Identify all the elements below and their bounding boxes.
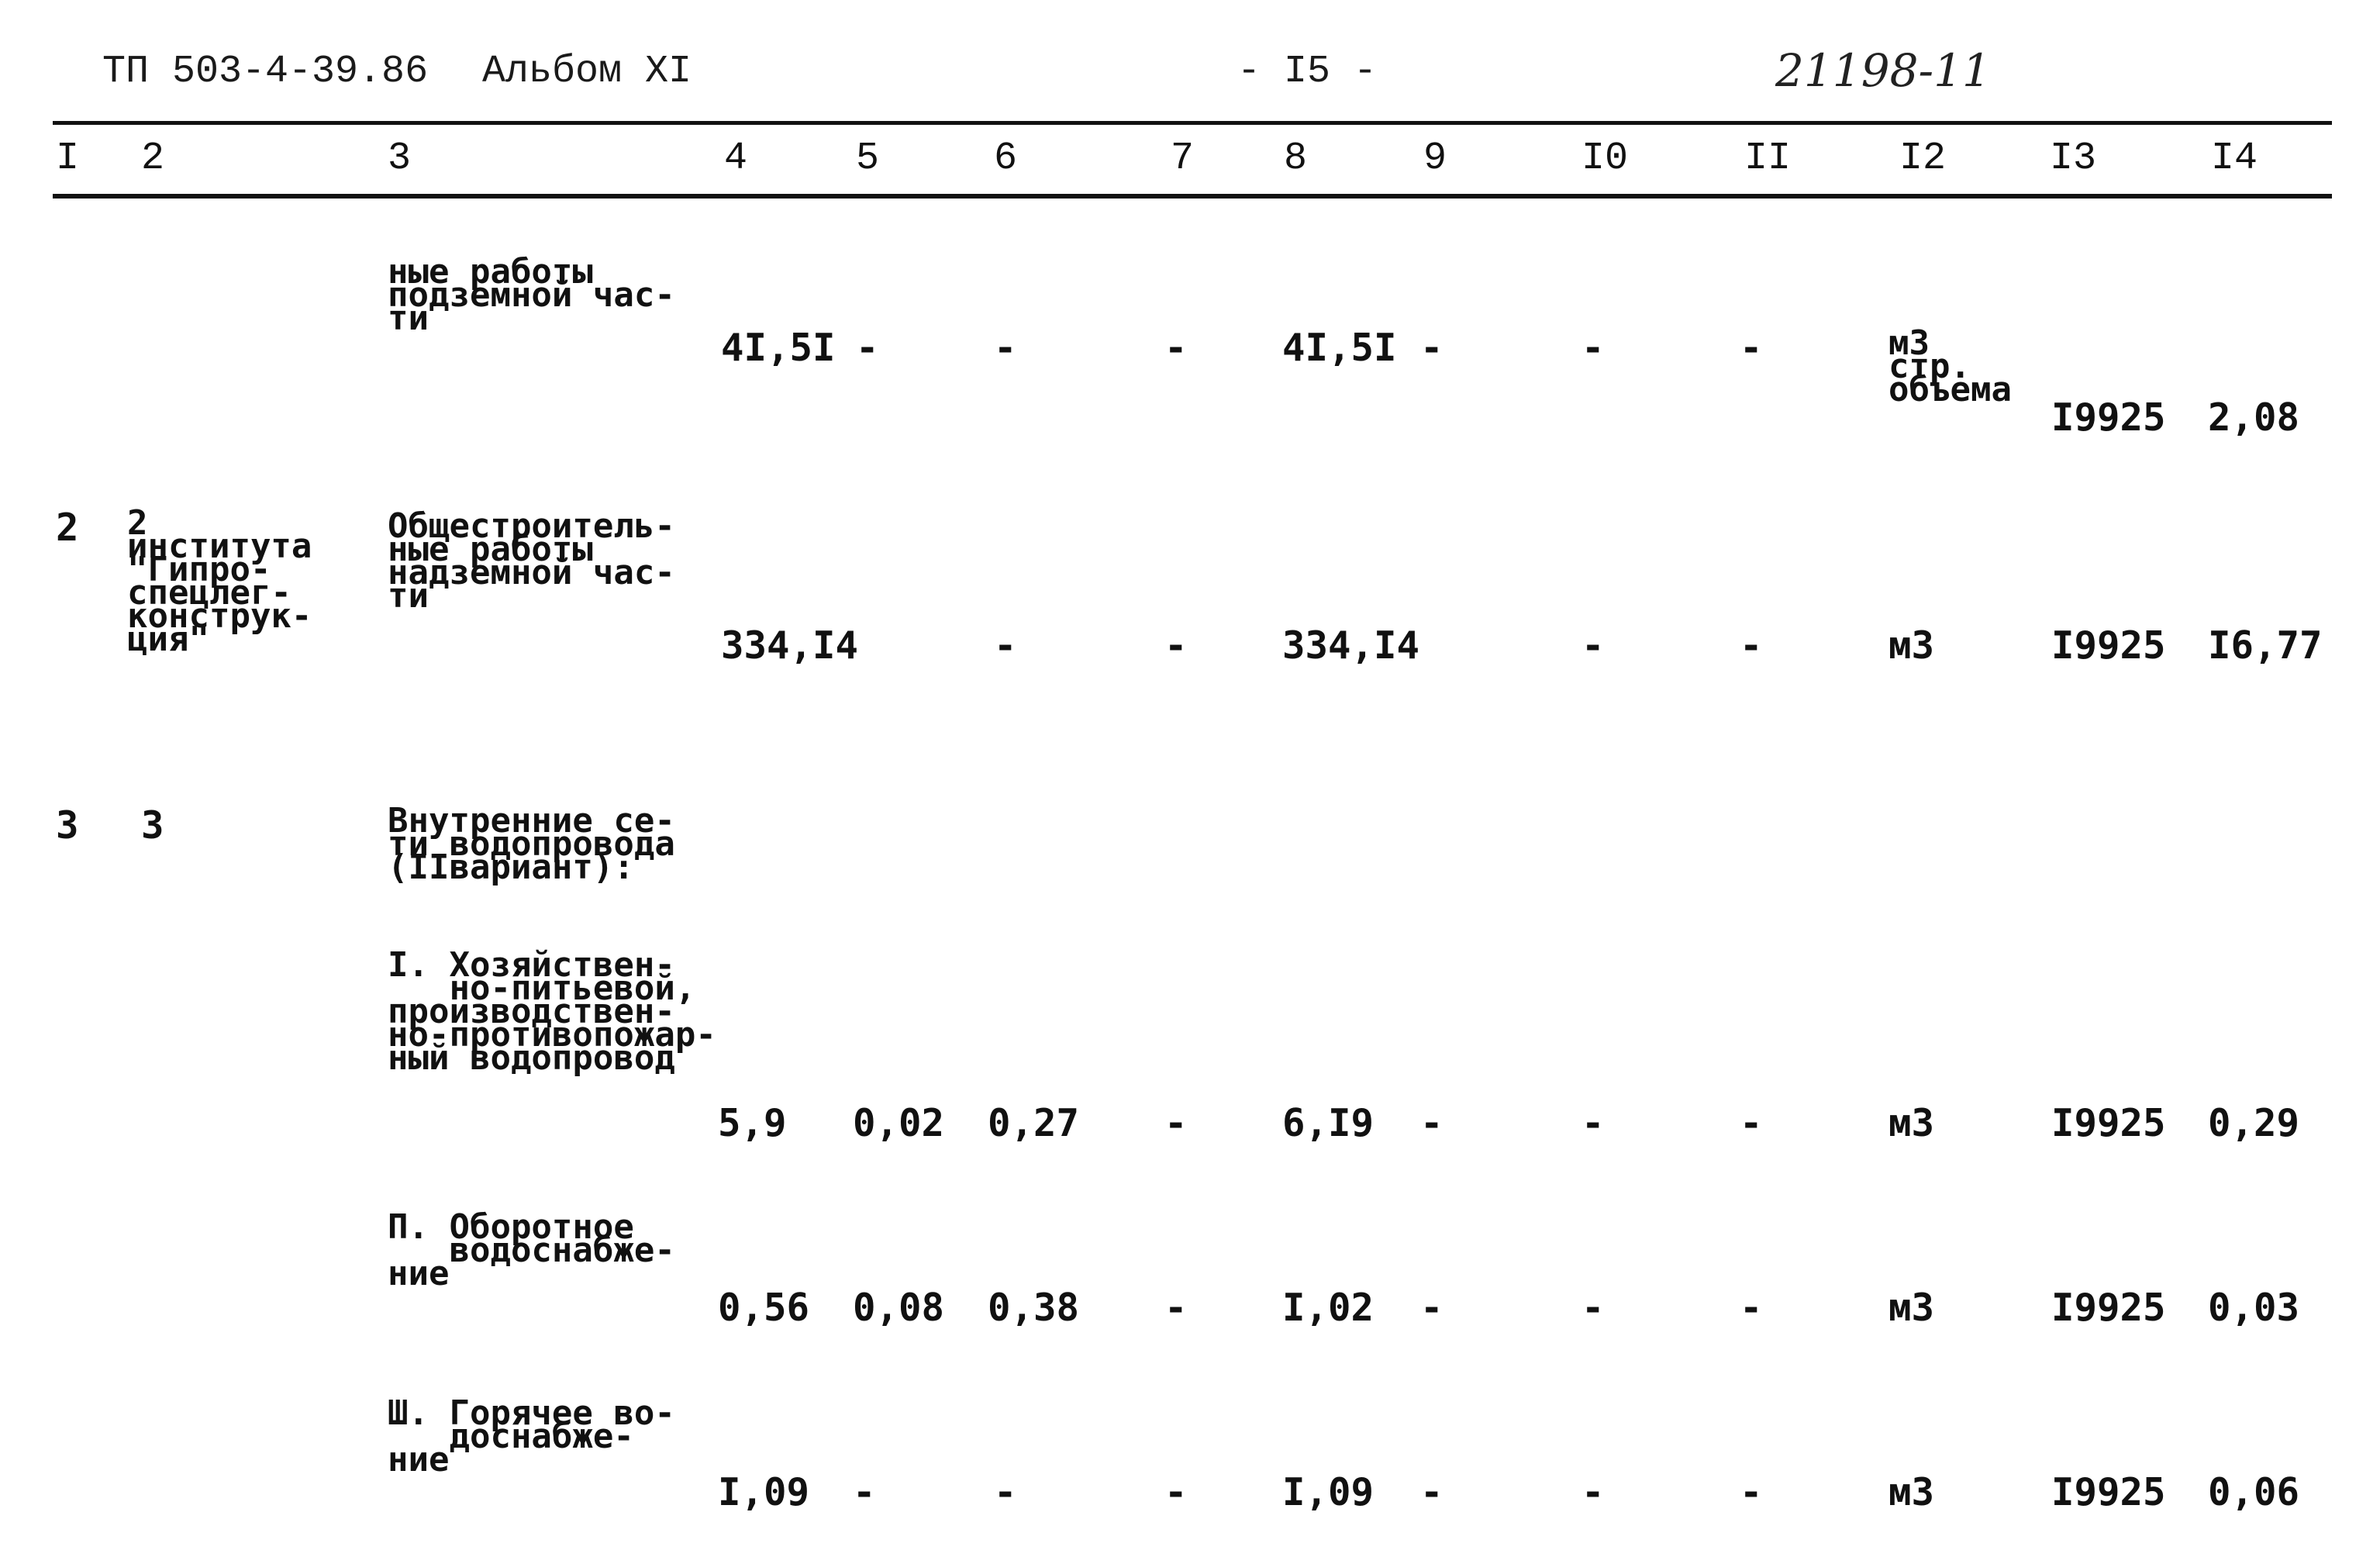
col-number: I — [56, 136, 80, 181]
cell-value: 5,9 — [718, 1101, 787, 1145]
unit: м3 — [1888, 1470, 1935, 1514]
row-description: Общестроитель- ные работы надземной час- ти — [388, 506, 675, 616]
row-description: Внутренние се- ти водопровода (IIвариант): — [388, 801, 675, 887]
archive-stamp: 21198-11 — [1775, 44, 1991, 97]
cell-value: - — [1581, 1470, 1605, 1514]
cell-value: I9925 — [2051, 395, 2166, 440]
cell-value: - — [1164, 623, 1188, 668]
col-number: 2 — [141, 136, 165, 181]
col-number: I0 — [1581, 136, 1629, 181]
cell-value: I9925 — [2051, 1470, 2166, 1514]
col-number: 6 — [994, 136, 1018, 181]
cell-value: I9925 — [2051, 623, 2166, 668]
cell-value: - — [1164, 326, 1188, 370]
cell-value: I,02 — [1282, 1286, 1375, 1330]
row-number: 3 — [56, 803, 79, 848]
cell-value: 0,03 — [2208, 1286, 2300, 1330]
cell-value: 334,I4 — [1282, 623, 1420, 668]
cell-value: - — [994, 623, 1017, 668]
cell-value: - — [1581, 623, 1605, 668]
col-number: I3 — [2050, 136, 2097, 181]
top-rule — [53, 121, 2332, 125]
cell-value: 0,56 — [718, 1286, 810, 1330]
cell-value: I,09 — [718, 1470, 810, 1514]
cell-value: I,09 — [1282, 1470, 1375, 1514]
cell-value: - — [1581, 1286, 1605, 1330]
cell-value: - — [1740, 623, 1763, 668]
cell-value: - — [1740, 1286, 1763, 1330]
cell-value: I6,77 — [2208, 623, 2323, 668]
cell-value: I9925 — [2051, 1101, 2166, 1145]
cell-value: - — [1420, 1286, 1444, 1330]
cell-value: - — [1164, 1101, 1188, 1145]
album-label: Альбом XI — [482, 50, 692, 94]
cell-value: 0,29 — [2208, 1101, 2300, 1145]
cell-value: - — [1740, 1470, 1763, 1514]
cell-value: 0,38 — [988, 1286, 1080, 1330]
row-description: I. Хозяйствен- но-питьевой, производствен- но-противопожар- ный водопровод — [388, 945, 716, 1078]
cell-value: - — [853, 1470, 876, 1514]
unit: м3 — [1888, 1286, 1935, 1330]
cell-value: 0,02 — [853, 1101, 945, 1145]
doc-code: ТП 503-4-39.86 — [102, 50, 429, 94]
cell-value: - — [1740, 326, 1763, 370]
row-institute: 2 института "Гипро- спецлег- конструк- ция" — [127, 503, 312, 659]
col-number: I2 — [1899, 136, 1947, 181]
row-number: 2 — [56, 506, 79, 550]
page-number: - I5 - — [1237, 50, 1378, 94]
cell-value: 0,27 — [988, 1101, 1080, 1145]
col-number: II — [1744, 136, 1792, 181]
col-number: I4 — [2211, 136, 2258, 181]
cell-value: - — [1164, 1286, 1188, 1330]
cell-value: - — [1740, 1101, 1763, 1145]
cell-value: - — [1164, 1470, 1188, 1514]
unit: м3 — [1888, 1101, 1935, 1145]
cell-value: - — [1420, 1470, 1444, 1514]
cell-value: - — [1420, 1101, 1444, 1145]
cell-value: 6,I9 — [1282, 1101, 1375, 1145]
row-institute: 3 — [141, 803, 164, 848]
cell-value: - — [856, 326, 879, 370]
col-number: 7 — [1171, 136, 1195, 181]
cell-value: - — [994, 1470, 1017, 1514]
cell-value: I9925 — [2051, 1286, 2166, 1330]
cell-value: 334,I4 — [721, 623, 859, 668]
cell-value: 0,06 — [2208, 1470, 2300, 1514]
cell-value: 4I,5I — [1282, 326, 1397, 370]
col-number: 5 — [856, 136, 880, 181]
cell-value: - — [1581, 1101, 1605, 1145]
cell-value: - — [1420, 326, 1444, 370]
row-description: П. Оборотное водоснабже- ние — [388, 1207, 675, 1293]
col-number: 9 — [1423, 136, 1447, 181]
cell-value: 4I,5I — [721, 326, 836, 370]
cell-value: 0,08 — [853, 1286, 945, 1330]
cell-value: - — [1581, 326, 1605, 370]
unit: м3 — [1888, 623, 1935, 668]
cell-value: - — [994, 326, 1017, 370]
row-description: Ш. Горячее во- доснабже- ние — [388, 1393, 675, 1479]
header-rule — [53, 194, 2332, 199]
cell-value: 2,08 — [2208, 395, 2300, 440]
row-description: ные работы подземной час- ти — [388, 252, 675, 338]
unit: м3 стр. объема — [1888, 323, 2012, 409]
col-number: 3 — [388, 136, 412, 181]
col-number: 4 — [724, 136, 748, 181]
col-number: 8 — [1284, 136, 1308, 181]
